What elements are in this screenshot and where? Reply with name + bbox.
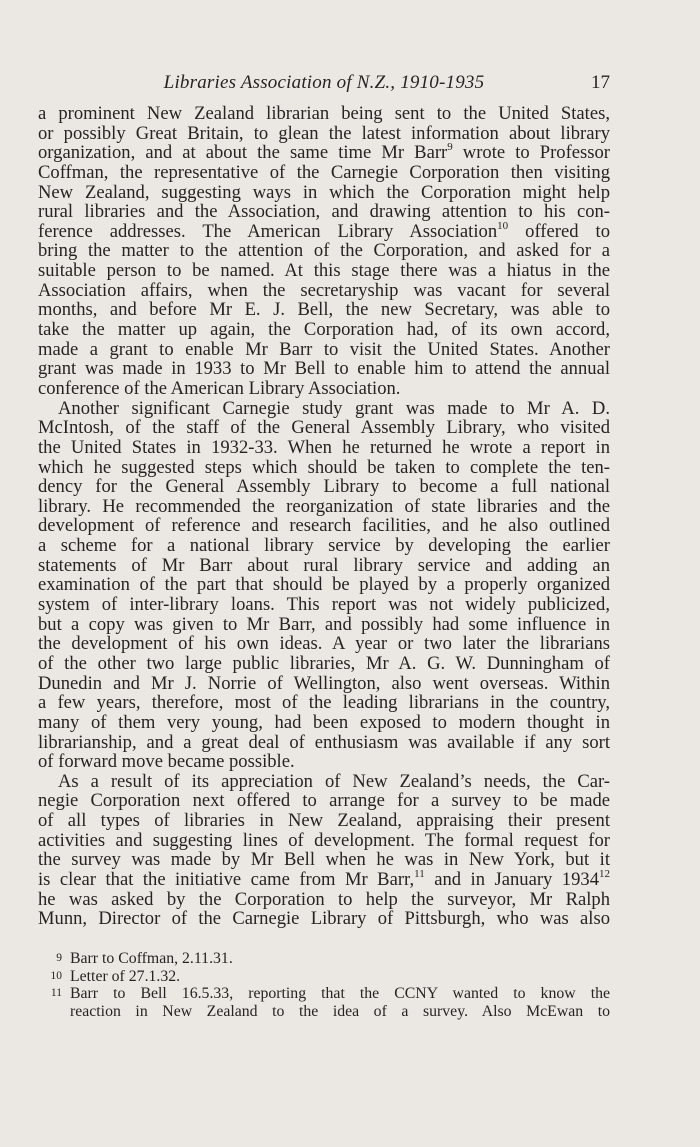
- text-line: system of inter-library loans. This report was not widely publicized,: [38, 594, 610, 616]
- footnote-number: 11: [50, 987, 62, 999]
- paragraph-start: As a result of its appreciation of New Zealand’s needs, the Car-: [58, 770, 610, 792]
- running-title: Libraries Association of N.Z., 1910-1935: [163, 72, 485, 93]
- footnote-text: Barr to Bell 16.5.33, reporting that the CCNY wanted to know the: [70, 985, 610, 1002]
- footnote-11: [38, 985, 610, 1003]
- text-line: bring the matter to the attention of the Corporation, and asked for a: [38, 240, 610, 262]
- footnote-ref-9: 9: [447, 141, 453, 154]
- text-line: examination of the part that should be played by a properly organized: [38, 574, 610, 596]
- text-line: development of reference and research facilities, and he also outlined: [38, 515, 610, 537]
- page-number: 17: [591, 72, 610, 93]
- text-line: suitable person to be named. At this stage there was a hiatus in the: [38, 260, 610, 282]
- text-line: or possibly Great Britain, to glean the latest information about library: [38, 122, 610, 144]
- footnote-number: 9: [56, 952, 62, 964]
- text-line: many of them very young, had been exposed to modern thought in: [38, 711, 610, 733]
- text-line: of the other two large public libraries, Mr A. G. W. Dunningham of: [38, 652, 610, 674]
- footnote-9: [38, 950, 610, 968]
- text-line: take the matter up again, the Corporation had, of its own accord,: [38, 319, 610, 341]
- paragraph-start: Another significant Carnegie study grant was made to Mr A. D.: [58, 397, 610, 419]
- text-line: Association affairs, when the secretaryship was vacant for several: [38, 279, 610, 301]
- text-line: months, and before Mr E. J. Bell, the new Secretary, was able to: [38, 299, 610, 321]
- text-line: ference addresses. The American Library Association$^{10}$ offered to: [38, 219, 610, 242]
- text-line: is clear that the initiative came from Mr Barr,$^{11}$ and in January 1934$^{12}$: [38, 867, 610, 890]
- text-line: he was asked by the Corporation to help the surveyor, Mr Ralph: [38, 888, 610, 910]
- text-line: but a copy was given to Mr Barr, and possibly had some influence in: [38, 613, 610, 635]
- footnote-text: Barr to Coffman, 2.11.31.: [70, 950, 233, 967]
- page-header: [38, 72, 610, 98]
- text-line: librarianship, and a great deal of enthusiasm was available if any sort: [38, 731, 610, 753]
- footnote-10: [38, 968, 610, 986]
- text-line: which he suggested steps which should be taken to complete the ten-: [38, 456, 610, 478]
- footnote-text: reaction in New Zealand to the idea of a survey. Also McEwan to: [70, 1002, 610, 1020]
- text-line: negie Corporation next offered to arrange for a survey to be made: [38, 790, 610, 812]
- footnotes: [38, 950, 610, 1020]
- footnote-ref-10: 10: [497, 219, 509, 232]
- text-line: Coffman, the representative of the Carnegie Corporation then visiting: [38, 161, 610, 183]
- text-line: a few years, therefore, most of the leading librarians in the country,: [38, 692, 610, 714]
- footnote-text: Letter of 27.1.32.: [70, 967, 181, 985]
- text-line: a prominent New Zealand librarian being sent to the United States,: [38, 103, 610, 124]
- text-line: the development of his own ideas. A year or two later the librarians: [38, 633, 610, 655]
- text-line: rural libraries and the Association, and drawing attention to his con-: [38, 201, 610, 223]
- body-text: [38, 104, 610, 929]
- text-line: New Zealand, suggesting ways in which the Corporation might help: [38, 181, 610, 203]
- text-line: of all types of libraries in New Zealand, appraising their present: [38, 810, 610, 832]
- text-line: activities and suggesting lines of development. The formal request for: [38, 829, 610, 851]
- text-line: the survey was made by Mr Bell when he was in New York, but it: [38, 849, 610, 871]
- text-line: conference of the American Library Association.: [38, 377, 401, 399]
- text-line: library. He recommended the reorganization of state libraries and the: [38, 495, 610, 517]
- text-line: organization, and at about the same time Mr Barr$^9$ wrote to Professor: [38, 141, 610, 164]
- footnote-ref-11: 11: [414, 867, 425, 880]
- text-line: grant was made in 1933 to Mr Bell to enable him to attend the annual: [38, 358, 610, 380]
- text-line: of forward move became possible.: [38, 751, 295, 773]
- footnote-ref-12: 12: [599, 867, 610, 880]
- text-line: dency for the General Assembly Library to become a full national: [38, 476, 610, 498]
- text-line: statements of Mr Barr about rural library service and adding an: [38, 554, 610, 576]
- text-line: McIntosh, of the staff of the General Assembly Library, who visited: [38, 417, 610, 439]
- text-line: a scheme for a national library service by developing the earlier: [38, 535, 610, 557]
- text-line: made a grant to enable Mr Barr to visit the United States. Another: [38, 338, 610, 360]
- text-line: Dunedin and Mr J. Norrie of Wellington, also went overseas. Within: [38, 672, 610, 694]
- text-line: the United States in 1932-33. When he returned he wrote a report in: [38, 436, 610, 458]
- footnote-number: 10: [50, 969, 62, 982]
- footnote-11-continued: [38, 1003, 610, 1021]
- text-line: Munn, Director of the Carnegie Library of Pittsburgh, who was also: [38, 908, 610, 930]
